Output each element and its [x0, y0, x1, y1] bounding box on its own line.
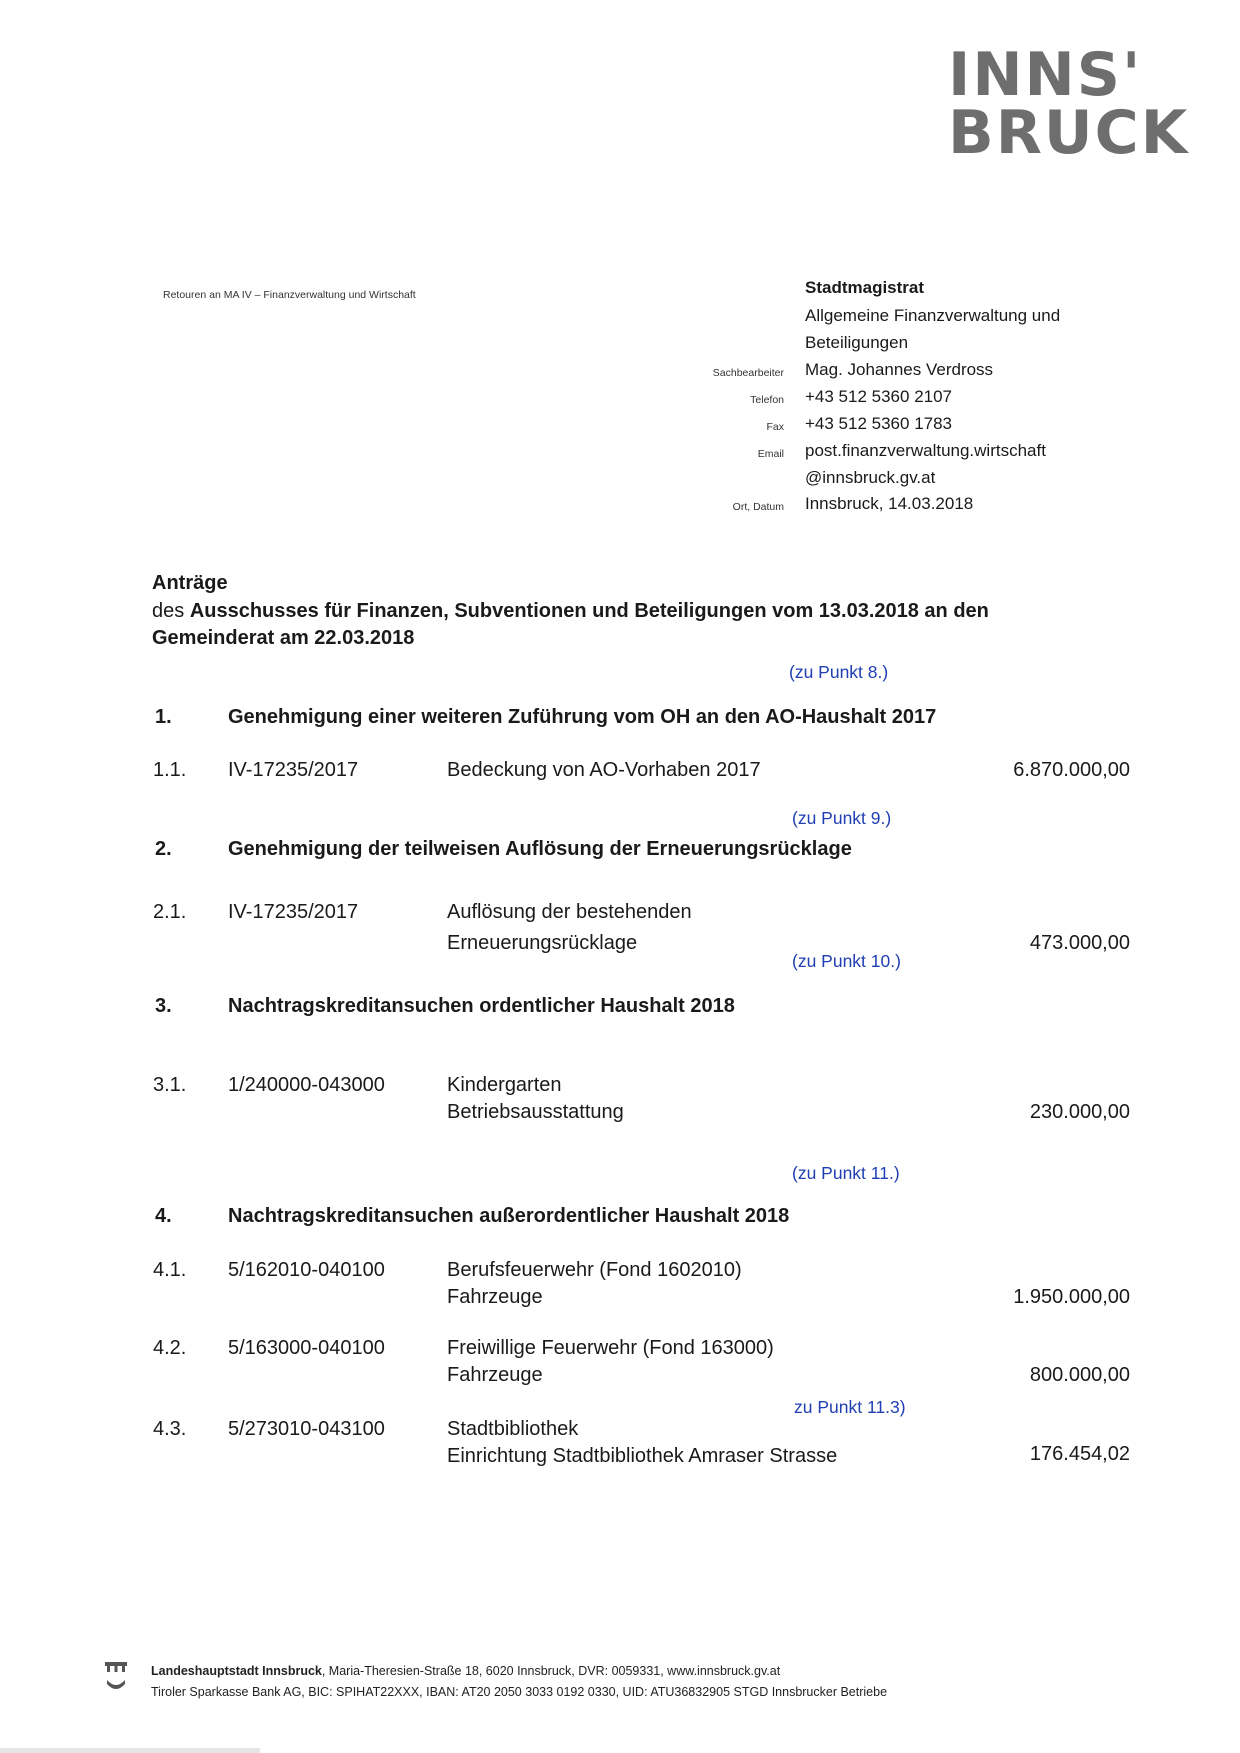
- document-title: Anträge: [152, 572, 228, 594]
- section-number-4: 4.: [155, 1205, 172, 1227]
- section-title-2: Genehmigung der teilweisen Auflösung der Erneuerungsrücklage: [228, 838, 852, 860]
- item-code-2-1: IV-17235/2017: [228, 901, 359, 923]
- label-email: Email: [757, 448, 784, 460]
- ref-punkt-8: (zu Punkt 8.): [789, 662, 889, 682]
- item-desc-line: Berufsfeuerwehr (Fond 1602010): [447, 1259, 742, 1281]
- item-desc-4-2: [447, 1335, 774, 1389]
- item-desc-4-1: [447, 1257, 742, 1311]
- document-subtitle-line-2: Gemeinderat am 22.03.2018: [152, 627, 415, 649]
- item-desc-4-3: [447, 1416, 837, 1470]
- label-ort-datum: Ort, Datum: [732, 501, 784, 513]
- city-logo: [948, 40, 1190, 168]
- item-desc-line: Erneuerungsrücklage: [447, 932, 638, 954]
- footer-org-name: Landeshauptstadt Innsbruck: [151, 1664, 322, 1678]
- item-number-4-2: 4.2.: [153, 1337, 187, 1359]
- item-number-4-3: 4.3.: [153, 1418, 187, 1440]
- item-number-2-1: 2.1.: [153, 901, 187, 923]
- ref-punkt-9: (zu Punkt 9.): [792, 808, 892, 828]
- item-desc-line: Fahrzeuge: [447, 1286, 543, 1308]
- item-amount-1-1: 6.870.000,00: [1013, 759, 1130, 781]
- section-title-1: Genehmigung einer weiteren Zuführung vom OH an den AO-Haushalt 2017: [228, 706, 937, 728]
- item-code-4-3: 5/273010-043100: [228, 1418, 385, 1440]
- value-fax: +43 512 5360 1783: [805, 414, 953, 433]
- footer-bank-details: Tiroler Sparkasse Bank AG, BIC: SPIHAT22XXX, IBAN: AT20 2050 3033 0192 0330, UID: ATU36832905 STGD Innsbrucker Betriebe: [151, 1685, 888, 1699]
- item-amount-4-2: 800.000,00: [1029, 1364, 1130, 1386]
- value-email-domain: @innsbruck.gv.at: [805, 468, 936, 487]
- value-ort-datum: Innsbruck, 14.03.2018: [805, 494, 974, 513]
- item-amount-4-3: 176.454,02: [1029, 1443, 1130, 1465]
- item-desc-line: Stadtbibliothek: [447, 1418, 579, 1440]
- scan-edge: [0, 1748, 260, 1753]
- city-emblem-icon: [105, 1660, 127, 1694]
- document-subtitle-line-1: [152, 600, 989, 623]
- item-code-3-1: 1/240000-043000: [228, 1074, 385, 1096]
- section-number-3: 3.: [155, 995, 172, 1017]
- item-number-3-1: 3.1.: [153, 1074, 187, 1096]
- footer-address: [151, 1664, 780, 1678]
- item-desc-line: Bedeckung von AO-Vorhaben 2017: [447, 759, 761, 781]
- logo-line-2: BRUCK: [948, 98, 1190, 168]
- item-desc-line: Einrichtung Stadtbibliothek Amraser Strasse: [447, 1445, 838, 1467]
- section-number-2: 2.: [155, 838, 172, 860]
- item-amount-3-1: 230.000,00: [1029, 1101, 1130, 1123]
- item-amount-2-1: 473.000,00: [1029, 932, 1130, 954]
- item-number-4-1: 4.1.: [153, 1259, 187, 1281]
- item-desc-line: Betriebsausstattung: [447, 1101, 624, 1123]
- ref-punkt-11-3: zu Punkt 11.3): [794, 1397, 906, 1417]
- item-desc-1-1: [447, 757, 761, 784]
- section-number-1: 1.: [155, 706, 172, 728]
- item-desc-line: Kindergarten: [447, 1074, 562, 1096]
- item-amount-4-1: 1.950.000,00: [1013, 1286, 1130, 1308]
- footer-address-rest: , Maria-Theresien-Straße 18, 6020 Innsbruck, DVR: 0059331, www.innsbruck.gv.at: [321, 1664, 781, 1678]
- item-number-1-1: 1.1.: [153, 759, 187, 781]
- item-desc-line: Auflösung der bestehenden: [447, 901, 692, 923]
- sender-dept-line-1: Allgemeine Finanzverwaltung und: [805, 306, 1061, 325]
- value-email: post.finanzverwaltung.wirtschaft: [805, 441, 1046, 460]
- value-sachbearbeiter: Mag. Johannes Verdross: [805, 360, 994, 379]
- label-telefon: Telefon: [750, 394, 784, 406]
- item-desc-line: Freiwillige Feuerwehr (Fond 163000): [447, 1337, 774, 1359]
- item-code-4-1: 5/162010-040100: [228, 1259, 385, 1281]
- item-code-4-2: 5/163000-040100: [228, 1337, 385, 1359]
- value-telefon: +43 512 5360 2107: [805, 387, 953, 406]
- label-sachbearbeiter: Sachbearbeiter: [712, 367, 784, 379]
- return-address: Retouren an MA IV – Finanzverwaltung und Wirtschaft: [163, 289, 416, 301]
- item-desc-line: Fahrzeuge: [447, 1364, 543, 1386]
- item-desc-3-1: [447, 1072, 624, 1126]
- ref-punkt-11: (zu Punkt 11.): [792, 1163, 900, 1183]
- item-code-1-1: IV-17235/2017: [228, 759, 359, 781]
- subtitle-bold: Ausschusses für Finanzen, Subventionen und Beteiligungen vom 13.03.2018 an den: [189, 600, 989, 622]
- ref-punkt-10: (zu Punkt 10.): [792, 951, 901, 971]
- item-desc-2-1: [447, 899, 692, 957]
- sender-title: Stadtmagistrat: [805, 278, 925, 297]
- subtitle-prefix: des: [152, 600, 190, 622]
- sender-dept-line-2: Beteiligungen: [805, 333, 909, 352]
- label-fax: Fax: [766, 421, 784, 433]
- section-title-3: Nachtragskreditansuchen ordentlicher Haushalt 2018: [228, 995, 735, 1017]
- section-title-4: Nachtragskreditansuchen außerordentlicher Haushalt 2018: [228, 1205, 790, 1227]
- logo-line-1: INNS': [948, 40, 1143, 110]
